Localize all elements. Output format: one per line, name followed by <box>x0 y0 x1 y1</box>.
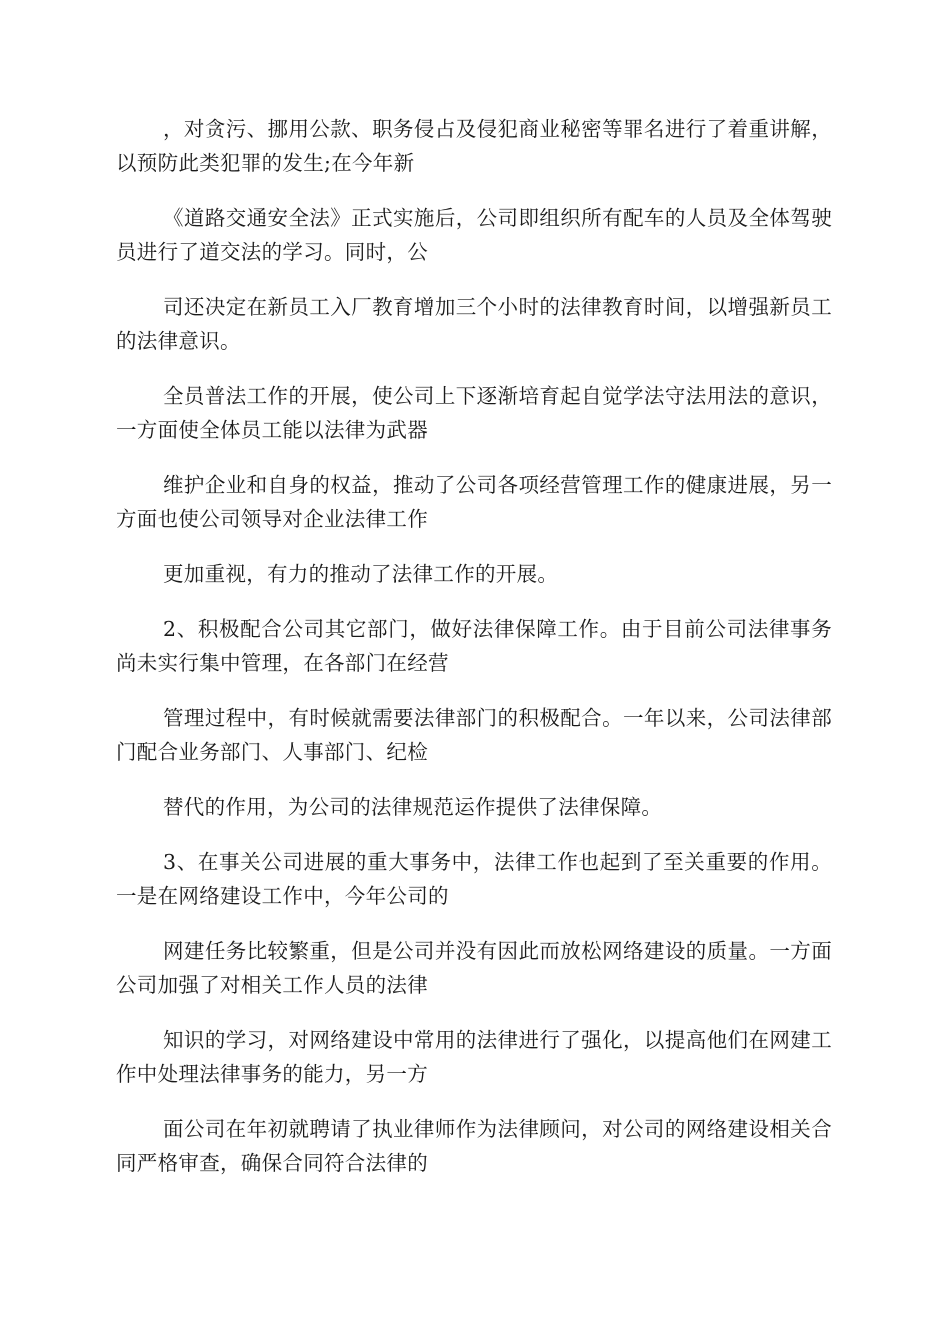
paragraph: ，对贪污、挪用公款、职务侵占及侵犯商业秘密等罪名进行了着重讲解，以预防此类犯罪的发生;在今年新 <box>116 117 832 175</box>
paragraph: 2、积极配合公司其它部门，做好法律保障工作。由于目前公司法律事务尚未实行集中管理，在各部门在经营 <box>116 617 832 675</box>
paragraph: 全员普法工作的开展，使公司上下逐渐培育起自觉学法守法用法的意识，一方面使全体员工能以法律为武器 <box>116 384 832 442</box>
paragraph: 知识的学习，对网络建设中常用的法律进行了强化，以提高他们在网建工作中处理法律事务的能力，另一方 <box>116 1028 832 1086</box>
paragraph: 管理过程中，有时候就需要法律部门的积极配合。一年以来，公司法律部门配合业务部门、人事部门、纪检 <box>116 706 832 764</box>
paragraph: 维护企业和自身的权益，推动了公司各项经营管理工作的健康进展，另一方面也使公司领导对企业法律工作 <box>116 473 832 531</box>
paragraph: 3、在事关公司进展的重大事务中，法律工作也起到了至关重要的作用。一是在网络建设工作中，今年公司的 <box>116 850 832 908</box>
paragraph: 司还决定在新员工入厂教育增加三个小时的法律教育时间，以增强新员工的法律意识。 <box>116 295 832 353</box>
paragraph: 网建任务比较繁重，但是公司并没有因此而放松网络建设的质量。一方面公司加强了对相关工作人员的法律 <box>116 939 832 997</box>
paragraph: 《道路交通安全法》正式实施后，公司即组织所有配车的人员及全体驾驶员进行了道交法的学习。同时，公 <box>116 206 832 264</box>
paragraph: 面公司在年初就聘请了执业律师作为法律顾问，对公司的网络建设相关合同严格审查，确保合同符合法律的 <box>116 1117 832 1175</box>
paragraph: 更加重视，有力的推动了法律工作的开展。 <box>163 562 559 586</box>
paragraph: 替代的作用，为公司的法律规范运作提供了法律保障。 <box>163 795 663 819</box>
document-body <box>116 112 832 1201</box>
